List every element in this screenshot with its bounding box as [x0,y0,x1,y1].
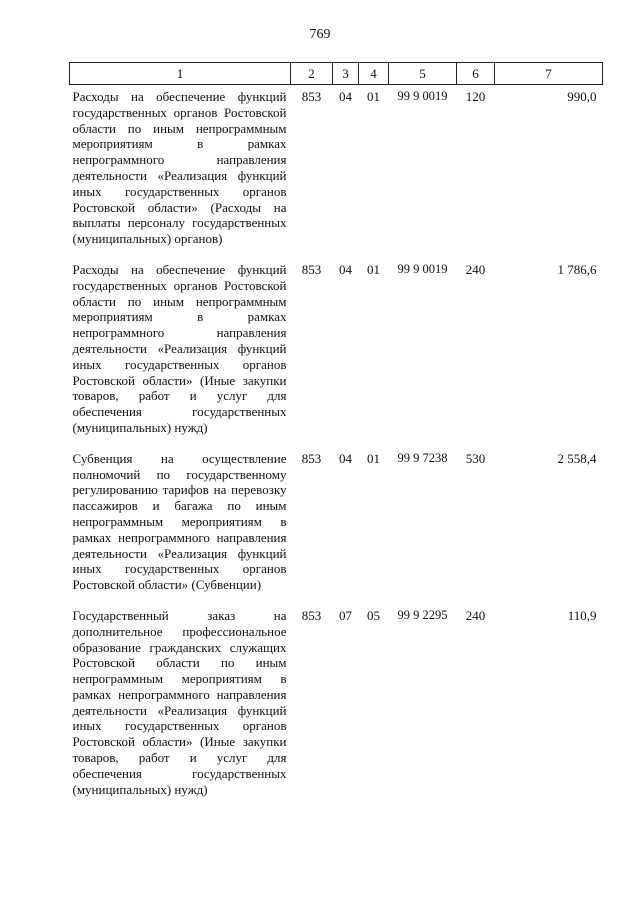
column-header-1: 1 [70,63,291,85]
section-code: 04 [339,450,352,466]
expense-type-code: 120 [465,89,486,104]
column-header-4: 4 [359,63,389,85]
target-article-code: 99 9 7238 [397,450,448,465]
subsection-code: 01 [367,89,380,104]
table-header [70,63,603,85]
column-header-7: 7 [495,63,603,85]
ministry-code: 853 [301,89,322,104]
table-row [70,89,603,262]
row-description: Расходы на обеспечение функций государственных органов Ростовской области по иным непрограммным мероприятиям в рамках непрограммного направления деятельности «Реализация функций иных государственных органов Ростовской области» (Иные закупки товаров, работ и услуг для обеспечения государственных (муниципальных) нужд) [72,261,287,435]
section-code: 07 [339,607,352,623]
amount: 990,0 [567,89,597,104]
amount: 110,9 [567,607,597,623]
subsection-code: 01 [367,450,380,466]
ministry-code: 853 [301,450,322,466]
subsection-code: 05 [367,607,380,623]
budget-table [69,62,603,812]
ministry-code: 853 [301,261,322,277]
column-header-5: 5 [389,63,457,85]
table-row [70,262,603,451]
table-row [70,451,603,608]
column-header-6: 6 [457,63,495,85]
amount: 1 786,6 [557,261,597,277]
header-row [70,63,603,85]
section-code: 04 [339,261,352,277]
target-article-code: 99 9 0019 [397,89,448,103]
table-row [70,608,603,813]
row-description: Субвенция на осуществление полномочий по государственному регулированию тарифов на перевозку пассажиров и багажа по иным непрограммным мероприятиям в рамках непрограммного направления деятельности «Реализация функций иных государственных органов Ростовской области» (Субвенции) [72,450,287,593]
row-description: Расходы на обеспечение функций государственных органов Ростовской области по иным непрограммным мероприятиям в рамках непрограммного направления деятельности «Реализация функций иных государственных органов Ростовской области» (Расходы на выплаты персоналу государственных (муниципальных) органов) [72,89,287,247]
section-code: 04 [339,89,352,104]
column-header-3: 3 [333,63,359,85]
target-article-code: 99 9 2295 [397,607,448,622]
expense-type-code: 240 [465,261,486,277]
expense-type-code: 530 [465,450,486,466]
subsection-code: 01 [367,261,380,277]
expense-type-code: 240 [465,607,486,623]
column-header-2: 2 [291,63,333,85]
row-description: Государственный заказ на дополнительное профессиональное образование гражданских служащих Ростовской области по иным непрограммным мероприятиям в рамках непрограммного направления деятельности «Реализация функций иных государственных органов Ростовской области» (Иные закупки товаров, работ и услуг для обеспечения государственных (муниципальных) нужд) [72,607,287,797]
ministry-code: 853 [301,607,322,623]
page-number: 769 [309,27,331,42]
target-article-code: 99 9 0019 [397,261,448,276]
amount: 2 558,4 [557,450,597,466]
